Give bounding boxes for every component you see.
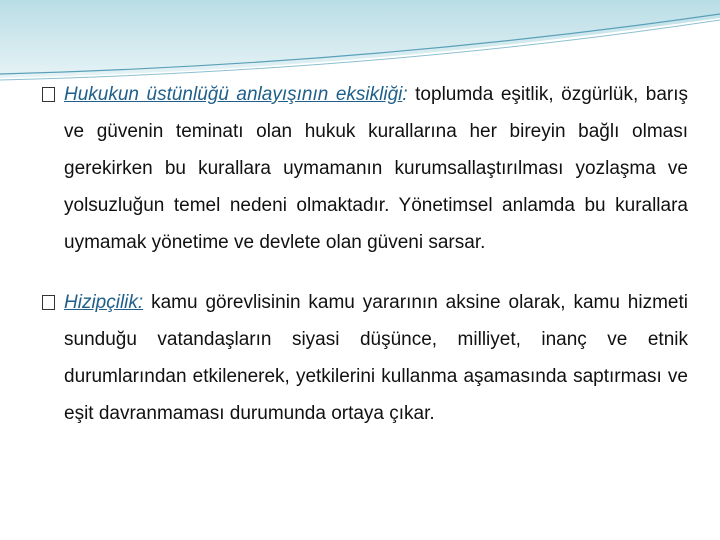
term-rule-of-law: Hukukun üstünlüğü anlayışının eksikliği xyxy=(64,84,403,105)
paragraph-factionalism xyxy=(42,284,688,432)
header-wave-fill xyxy=(0,0,720,78)
content-area xyxy=(42,76,688,432)
term-factionalism: Hizipçilik: xyxy=(64,292,144,313)
term-colon: : xyxy=(402,84,408,105)
paragraph-rule-of-law xyxy=(42,76,688,261)
bullet-icon xyxy=(42,295,55,310)
paragraph-text: kamu görevlisinin kamu yararının aksine olarak, kamu hizmeti sunduğu vatandaşların siyasi düşünce, milliyet, inanç ve etnik durumlarından etkilenerek, yetkilerini kullanma aşamasında saptırması ve eşit davranmaması durumunda ortaya çıkar. xyxy=(64,292,688,424)
paragraph-text: toplumda eşitlik, özgürlük, barış ve güvenin teminatı olan hukuk kurallarına her bireyin bağlı olması gerekirken bu kurallara uymamanın kurumsallaştırılması yozlaşma ve yolsuzluğun temel nedeni olmaktadır. Yönetimsel anlamda bu kurallara uymamak yönetime ve devlete olan güveni sarsar. xyxy=(64,84,688,253)
bullet-icon xyxy=(42,87,55,102)
